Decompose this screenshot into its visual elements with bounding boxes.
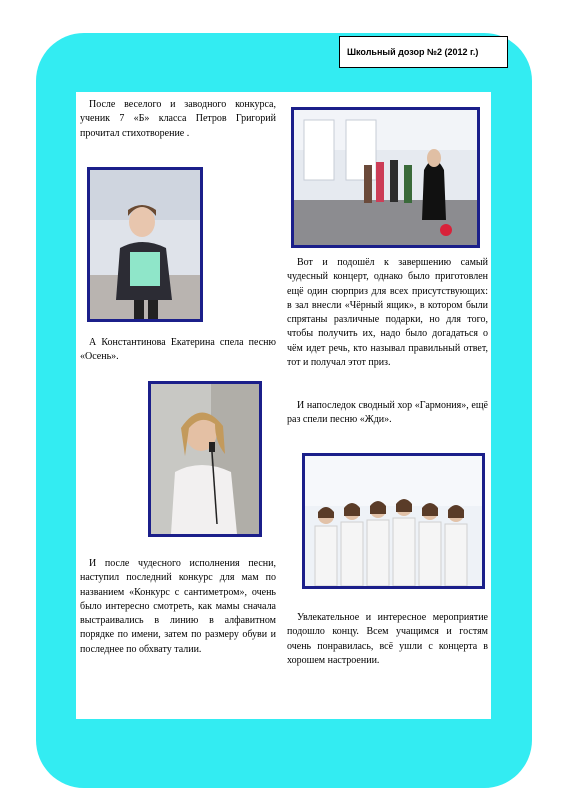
photo-choir — [302, 453, 485, 589]
photo-boy-reciting — [87, 167, 203, 322]
photo-hall-black-box — [291, 107, 480, 248]
left-paragraph-3: И после чудесного исполнения песни, наступил последний конкурс для мам по названием «Конкурс с сантиметром», очень было интересно смотреть, как мамы сначала выстраивались в линию в алфавитном порядке по имени, затем по размеру обуви и последнее по обхвату талии. — [80, 558, 276, 655]
right-paragraph-1: Вот и подошёл к завершению самый чудесный концерт, однако было приготовлен ещё один сюрприз для всех присутствующих: в зал внесли «Чёрный ящик», в котором были спрятаны различные подарки, но для того, чтобы получить их, надо было догадаться о чём идет речь, кто называл правильный ответ, тот и получал этот приз. — [287, 257, 488, 369]
photo-girl-singing — [148, 381, 262, 537]
left-paragraph-1: После веселого и заводного конкурса, ученик 7 «Б» класса Петров Григорий прочитал стихотворение . — [80, 99, 276, 139]
newsletter-title — [339, 36, 508, 68]
newsletter-title-text: Школьный дозор №2 (2012 г.) — [347, 47, 479, 57]
right-paragraph-3: Увлекательное и интересное мероприятие подошло концу. Всем учащимся и гостям очень понравилась, всё ушли с концерта в хорошем настроении. — [287, 612, 488, 666]
left-paragraph-2: А Константинова Екатерина спела песню «Осень». — [80, 337, 276, 363]
right-paragraph-2: И напоследок сводный хор «Гармония», ещё раз спели песню «Жди». — [287, 400, 488, 426]
